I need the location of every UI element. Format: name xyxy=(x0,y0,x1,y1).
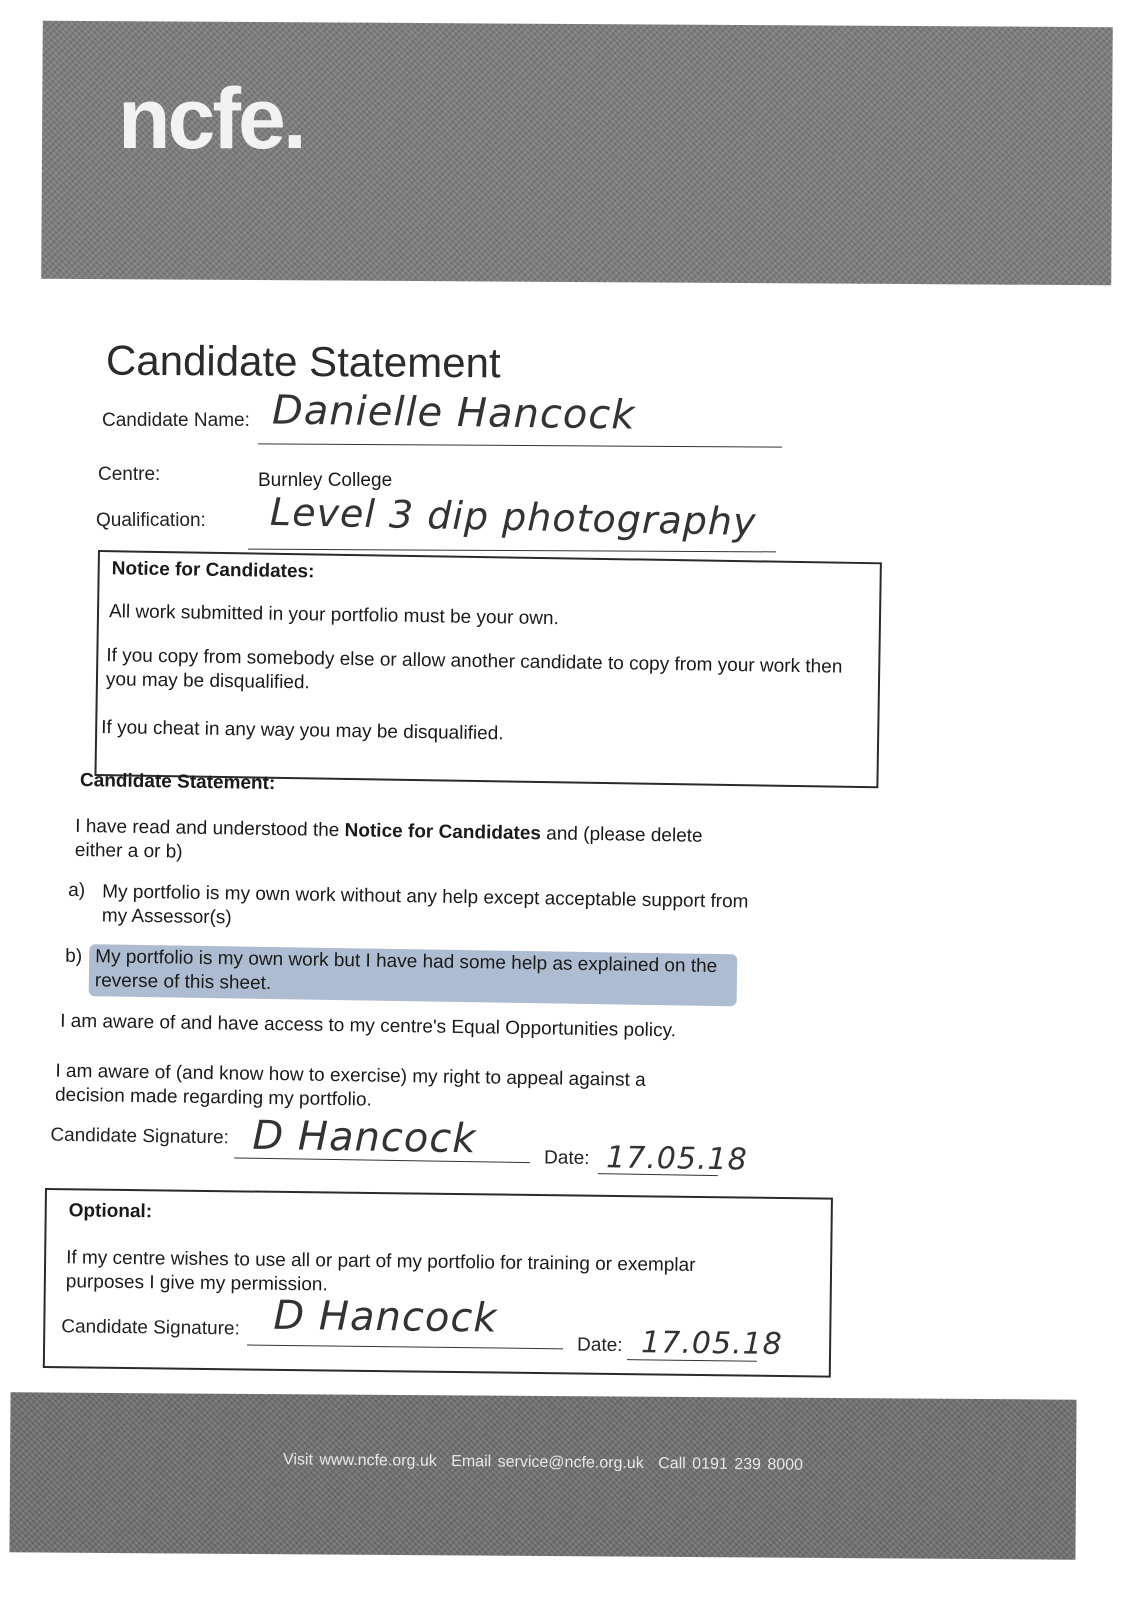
date-value: 17.05.18 xyxy=(605,1140,748,1178)
option-a-letter: a) xyxy=(68,879,86,902)
statement-heading: Candidate Statement: xyxy=(79,770,276,795)
qualification-label: Qualification: xyxy=(96,510,206,531)
candidate-name-label: Candidate Name: xyxy=(102,410,250,431)
optional-signature-line xyxy=(247,1344,563,1349)
candidate-signature-label: Candidate Signature: xyxy=(50,1124,230,1149)
optional-heading: Optional: xyxy=(68,1200,153,1223)
optional-box xyxy=(43,1188,833,1378)
optional-text: If my centre wishes to use all or part of my portfolio for training or exemplar purposes I give my permission. xyxy=(65,1247,696,1296)
ncfe-logo: ncfe. xyxy=(118,71,304,167)
option-b-text: My portfolio is my own work but I have had some help as explained on the reverse of this sheet. xyxy=(94,946,718,995)
appeal-text: I am aware of (and know how to exercise) my right to appeal against a decision made regarding my portfolio. xyxy=(54,1060,646,1111)
intro-paragraph xyxy=(75,815,756,874)
candidate-signature-value: D Hancock xyxy=(252,1112,477,1163)
notice-line: All work submitted in your portfolio must be your own. xyxy=(108,601,560,630)
notice-heading: Notice for Candidates: xyxy=(111,558,315,583)
intro-bold: Notice for Candidates xyxy=(344,820,542,845)
optional-date-value: 17.05.18 xyxy=(640,1325,783,1363)
footer-phone: Call 0191 239 8000 xyxy=(658,1455,804,1474)
qualification-value: Level 3 dip photography xyxy=(269,489,757,545)
notice-line: If you cheat in any way you may be disqualified. xyxy=(101,717,504,745)
notice-line: If you copy from somebody else or allow another candidate to copy from your work then you may be disqualified. xyxy=(105,645,843,694)
footer-email-link[interactable]: Email service@ncfe.org.uk xyxy=(451,1452,644,1473)
date-label: Date: xyxy=(543,1147,590,1170)
optional-date-label: Date: xyxy=(576,1334,623,1357)
optional-signature-value: D Hancock xyxy=(273,1292,498,1342)
option-a-text: My portfolio is my own work without any help except acceptable support from my Assessor(s) xyxy=(101,881,749,929)
optional-signature-label: Candidate Signature: xyxy=(61,1316,240,1340)
footer-visit-link[interactable]: Visit www.ncfe.org.uk xyxy=(282,1451,437,1470)
footer-banner xyxy=(9,1392,1076,1559)
option-b-letter: b) xyxy=(65,945,83,968)
equal-opportunities-text: I am aware of and have access to my centre's Equal Opportunities policy. xyxy=(60,1010,677,1042)
intro-prefix: I have read and understood the xyxy=(75,815,345,842)
centre-value: Burnley College xyxy=(258,470,393,491)
intro-suffix: and (please delete either a or b) xyxy=(74,823,703,863)
centre-label: Centre: xyxy=(98,464,161,485)
page-title: Candidate Statement xyxy=(105,336,501,387)
candidate-name-value: Danielle Hancock xyxy=(271,387,636,439)
